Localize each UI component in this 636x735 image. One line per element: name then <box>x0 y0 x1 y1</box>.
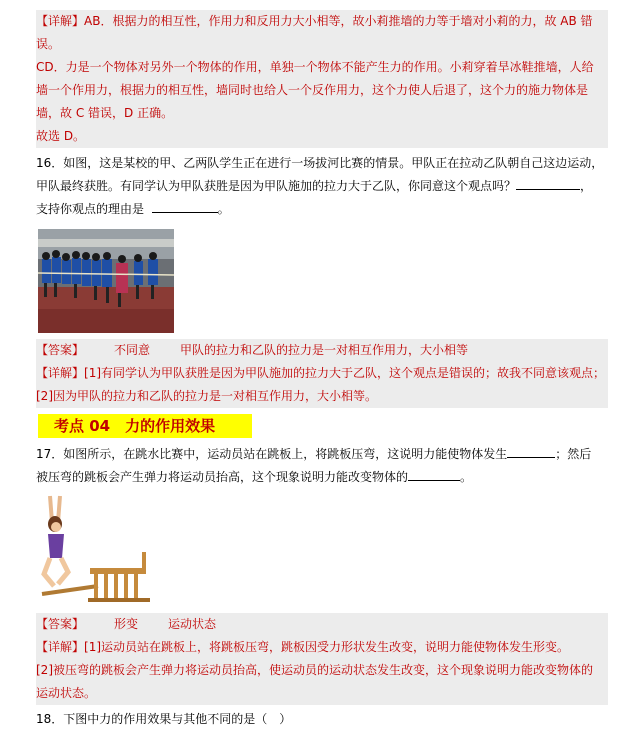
q16-detail-text-1: [1]有同学认为甲队获胜是因为甲队施加的拉力大于乙队，这个观点是错误的；故我不同意该观点； <box>84 366 606 380</box>
detail-label: 【详解】 <box>36 640 85 654</box>
q15-detail-line-1 <box>36 10 608 33</box>
q15-detail-text-1: AB．根据力的相互性，作用力和反用力大小相等，故小莉推墙的力等于墙对小莉的力，故 AB 错 <box>84 14 593 28</box>
q16-blank-2[interactable] <box>152 198 218 213</box>
q16-blank-1[interactable] <box>516 175 580 190</box>
q15-choice: 故选 D。 <box>36 129 86 143</box>
q16-detail-line-2: [2]因为甲队的拉力和乙队的拉力是一对相互作用力，大小相等。 <box>36 389 378 403</box>
q16-answer-1: 不同意 <box>114 343 151 357</box>
q17-answer-line <box>36 613 608 636</box>
q17-detail-line-3: 运动状态。 <box>36 686 97 700</box>
q16-line-2 <box>36 175 608 198</box>
q17-line-2 <box>36 466 608 489</box>
q16-answer-line <box>36 339 608 362</box>
q16-question <box>36 152 608 221</box>
tug-of-war-photo <box>38 229 174 333</box>
q17-detail-line-2: [2]被压弯的跳板会产生弹力将运动员抬高，使运动员的运动状态发生改变，这个现象说明力能改变物体的 <box>36 663 594 677</box>
q15-detail-block <box>36 10 608 148</box>
q17-line-1 <box>36 443 608 466</box>
q17-detail-text-1: [1]运动员站在跳板上，将跳板压弯，跳板因受力形状发生改变，说明力能使物体发生形变。 <box>84 640 570 654</box>
section-heading: 考点 04 力的作用效果 <box>38 414 252 438</box>
q16-line-1: 16．如图，这是某校的甲、乙两队学生正在进行一场拔河比赛的情景。甲队正在拉动乙队朝自己这边运动， <box>36 156 604 170</box>
q16-answer-2: 甲队的拉力和乙队的拉力是一对相互作用力，大小相等 <box>180 343 469 357</box>
q17-answer-1: 形变 <box>114 617 139 631</box>
detail-label: 【详解】 <box>36 14 85 28</box>
q16-line-2-end: ， <box>580 179 593 193</box>
q17-question <box>36 443 608 489</box>
q16-answer-block <box>36 339 608 408</box>
q17-answer-2: 运动状态 <box>168 617 217 631</box>
q15-cd-line-2: 墙一个作用力，根据力的相互性，墙同时也给人一个反作用力，这个力使人后退了，这个力的施力物体是 <box>36 83 589 97</box>
q16-line-3-end: 。 <box>217 202 230 216</box>
q16-line-3-text: 支持你观点的理由是 <box>36 202 145 216</box>
answer-label: 【答案】 <box>36 617 85 631</box>
diver-illustration <box>38 492 156 604</box>
q17-answer-block <box>36 613 608 705</box>
q15-cd-line-1: CD．力是一个物体对另外一个物体的作用，单独一个物体不能产生力的作用。小莉穿着旱冰鞋推墙，人给 <box>36 60 594 74</box>
q15-cd-line-3: 墙，故 C 错误，D 正确。 <box>36 106 174 120</box>
q17-blank-1[interactable] <box>507 443 555 458</box>
q17-line-2-text: 被压弯的跳板会产生弹力将运动员抬高，这个现象说明力能改变物体的 <box>36 470 409 484</box>
q17-detail-line-1 <box>36 636 608 659</box>
q17-line-2-end: 。 <box>460 470 473 484</box>
detail-label: 【详解】 <box>36 366 85 380</box>
q18-question <box>36 708 608 731</box>
q16-detail-line-1 <box>36 362 608 385</box>
q17-blank-2[interactable] <box>408 466 460 481</box>
q15-detail-line-2: 误。 <box>36 37 61 51</box>
q16-line-3 <box>36 198 608 221</box>
q18-line-1: 18．下图中力的作用效果与其他不同的是（ ） <box>36 712 292 726</box>
q17-line-1-text: 17．如图所示，在跳水比赛中，运动员站在跳板上，将跳板压弯，这说明力能使物体发生 <box>36 447 508 461</box>
answer-label: 【答案】 <box>36 343 85 357</box>
q17-line-1-end: ；然后 <box>555 447 592 461</box>
q16-line-2-text: 甲队最终获胜。有同学认为甲队获胜是因为甲队施加的拉力大于乙队，你同意这个观点吗？ <box>36 179 517 193</box>
